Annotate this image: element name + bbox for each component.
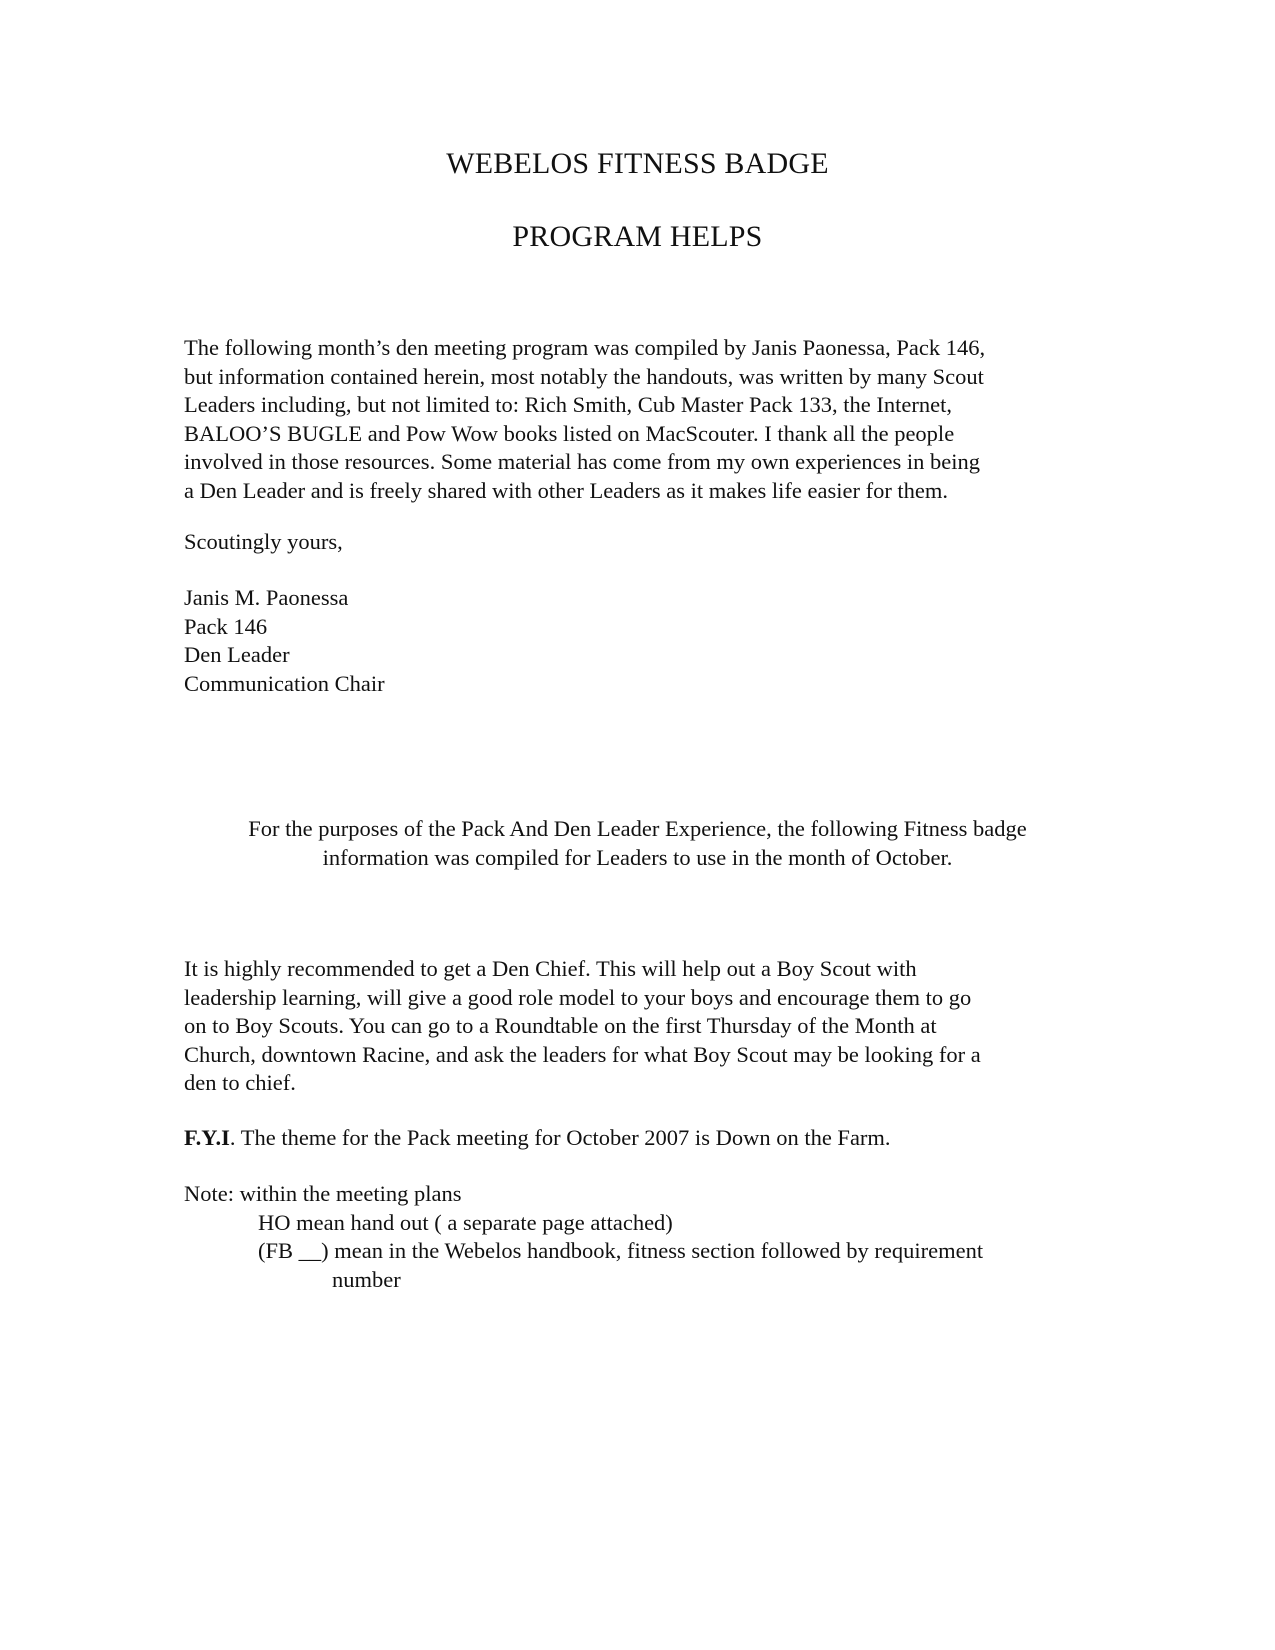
purpose-line: For the purposes of the Pack And Den Leader Experience, the following Fitness badge xyxy=(248,816,1027,841)
den-chief-line: leadership learning, will give a good role model to your boys and encourage them to go xyxy=(184,984,972,1010)
note-block xyxy=(184,1180,1064,1294)
signature-name: Janis M. Paonessa xyxy=(184,585,349,610)
intro-line: The following month’s den meeting program was compiled by Janis Paonessa, Pack 146, xyxy=(184,335,986,360)
signature-chair: Communication Chair xyxy=(184,670,385,696)
den-chief-line: Church, downtown Racine, and ask the leaders for what Boy Scout may be looking for a xyxy=(184,1041,981,1067)
den-chief-line: It is highly recommended to get a Den Chief. This will help out a Boy Scout with xyxy=(184,956,917,981)
signoff: Scoutingly yours, xyxy=(184,529,343,554)
den-chief-line: den to chief. xyxy=(184,1070,296,1095)
note-item-ho: HO mean hand out ( a separate page attached) xyxy=(258,1209,673,1235)
signature-block xyxy=(184,584,1064,698)
den-chief-paragraph xyxy=(184,955,1064,1098)
intro-line: involved in those resources. Some material has come from my own experiences in being xyxy=(184,449,981,474)
note-heading: Note: within the meeting plans xyxy=(184,1181,462,1206)
fyi-paragraph xyxy=(184,1124,1064,1153)
note-item-fb-continued: number xyxy=(332,1266,401,1292)
fyi-label: F.Y.I xyxy=(184,1125,230,1150)
intro-line: a Den Leader and is freely shared with other Leaders as it makes life easier for them. xyxy=(184,477,949,503)
signature-pack: Pack 146 xyxy=(184,613,268,639)
document-title: WEBELOS FITNESS BADGE xyxy=(446,147,829,180)
fyi-text: . The theme for the Pack meeting for October 2007 is Down on the Farm. xyxy=(229,1125,891,1150)
intro-line: but information contained herein, most notably the handouts, was written by many Scout xyxy=(184,363,984,389)
intro-line: Leaders including, but not limited to: Rich Smith, Cub Master Pack 133, the Internet, xyxy=(184,392,952,417)
purpose-paragraph xyxy=(160,815,1115,872)
intro-line: BALOO’S BUGLE and Pow Wow books listed on MacScouter. I thank all the people xyxy=(184,420,955,446)
note-item-fb: (FB __) mean in the Webelos handbook, fitness section followed by requirement xyxy=(258,1238,984,1263)
document-subtitle: PROGRAM HELPS xyxy=(512,220,763,253)
den-chief-line: on to Boy Scouts. You can go to a Roundtable on the first Thursday of the Month at xyxy=(184,1013,937,1038)
signature-role: Den Leader xyxy=(184,642,290,667)
intro-paragraph xyxy=(184,334,1064,505)
purpose-line: information was compiled for Leaders to use in the month of October. xyxy=(322,844,953,870)
